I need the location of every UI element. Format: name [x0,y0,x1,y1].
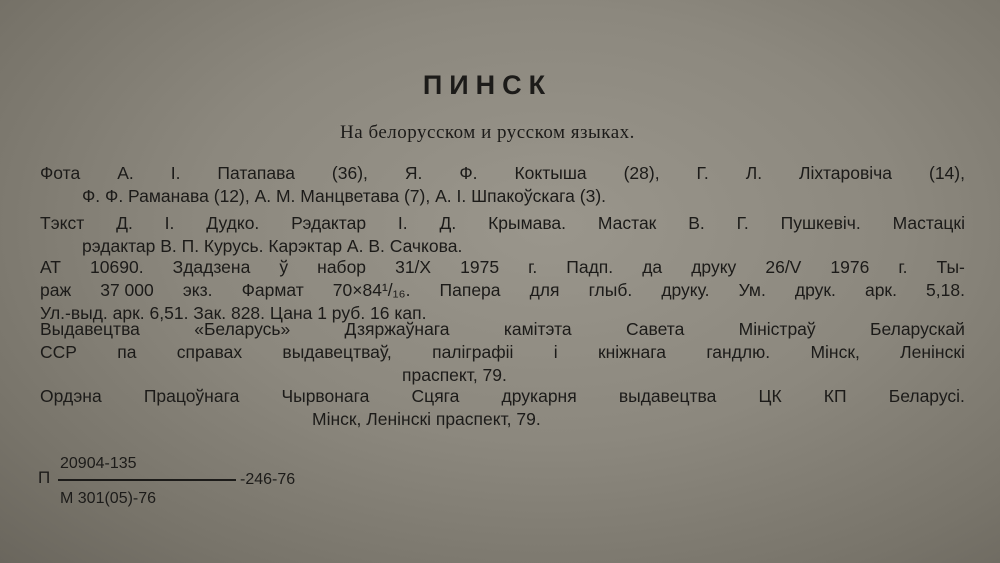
word: Ум. [738,280,766,300]
word: друк. [794,280,836,300]
word: Рэдактар [291,213,367,233]
word: Ордэна [40,386,102,406]
word: Крымава. [488,213,567,233]
word: па [117,342,137,362]
word: Д. [439,213,457,233]
word: набор [317,257,367,277]
word: Міністраў [738,319,816,339]
word: выдавецтваў, [282,342,392,362]
word: Пушкевіч. [780,213,861,233]
word: Мастацкі [892,213,965,233]
word: Фармат [241,280,304,300]
word: ССР [40,342,77,362]
word: 70×84¹/₁₆. [332,280,411,300]
word: справах [176,342,243,362]
page-title: ПИНСК [422,70,553,100]
page-subtitle: На белорусском и русском языках. [340,122,635,143]
print-info-line-3: Ул.-выд. арк. 6,51. Зак. 828. Цана 1 руб. 16 кап. [40,303,427,323]
word: Д. [116,213,133,233]
word: Ліхтаровіча [799,163,893,183]
word: ў [279,257,289,277]
print-info [40,256,965,325]
word: (36), [331,163,368,183]
word: да [642,257,663,277]
print-info-line-1 [40,256,965,279]
fraction-bar [58,479,236,481]
word: экз. [182,280,213,300]
word: Коктыша [514,163,587,183]
word: (28), [623,163,660,183]
index-suffix: -246-76 [240,471,296,488]
photo-credits [40,162,965,208]
word: паліграфіі [432,342,514,362]
word: 37 000 [100,280,154,300]
word: г. [898,257,908,277]
word: Працоўнага [143,386,240,406]
index-denominator: М 301(05)-76 [60,490,157,507]
word: (14), [929,163,965,183]
word: І. [397,213,408,233]
word: Ленінскі [900,342,965,362]
word: Фота [40,163,81,183]
word: 1976 [830,257,870,277]
word: Мінск, [810,342,860,362]
word: друкарня [501,386,577,406]
word: «Беларусь» [194,319,291,339]
word: Падп. [566,257,614,277]
publisher-line-1 [40,318,965,341]
printer-line-2: Мінск, Ленінскі праспект, 79. [312,409,541,429]
publication-index [38,455,338,515]
text-credits [40,212,965,258]
word: Патапава [217,163,295,183]
word: Г. [736,213,749,233]
word: І. [170,163,181,183]
word: раж [40,280,72,300]
word: Здадзена [172,257,251,277]
word: друку. [661,280,710,300]
word: Беларусі. [888,386,965,406]
index-prefix: П [38,468,51,487]
publisher-line-2 [40,341,965,364]
word: КП [823,386,847,406]
word: Савета [625,319,685,339]
word: Я. [404,163,423,183]
word: 31/Х [395,257,432,277]
word: кніжнага [597,342,666,362]
word: Г. [696,163,709,183]
text-credits-line-2: рэдактар В. П. Курусь. Карэктар А. В. Сачкова. [82,236,463,256]
photo-credits-line-2: Ф. Ф. Раманава (12), А. М. Манцветава (7), А. І. Шпакоўскага (3). [82,186,607,206]
word: г. [528,257,538,277]
word: А. [117,163,134,183]
word: 1975 [460,257,500,277]
text-credits-line-1 [40,212,965,235]
word: камітэта [503,319,572,339]
word: Выдавецтва [40,319,140,339]
word: АТ [40,257,61,277]
word: 10690. [90,257,144,277]
word: Чырвонага [281,386,370,406]
word: Дудко. [206,213,260,233]
word: Беларускай [869,319,965,339]
word: і [553,342,558,362]
printer-info [40,385,965,431]
print-info-line-2 [40,279,965,302]
printer-line-1 [40,385,965,408]
word: Тэкст [40,213,85,233]
publisher-info [40,318,965,387]
word: гандлю. [706,342,771,362]
word: Папера [439,280,501,300]
word: Л. [745,163,763,183]
word: 26/V [765,257,802,277]
word: друку [691,257,737,277]
word: арк. [864,280,897,300]
publisher-line-3: праспект, 79. [402,365,507,385]
index-numerator: 20904-135 [60,455,137,472]
word: І. [164,213,175,233]
word: Ты- [936,257,965,277]
word: В. [688,213,705,233]
word: выдавецтва [618,386,717,406]
word: ЦК [758,386,782,406]
word: Мастак [597,213,657,233]
word: 5,18. [926,280,965,300]
word: для [529,280,560,300]
word: Дзяржаўнага [344,319,450,339]
word: глыб. [588,280,633,300]
word: Сцяга [411,386,460,406]
photo-credits-line-1 [40,162,965,185]
word: Ф. [459,163,478,183]
